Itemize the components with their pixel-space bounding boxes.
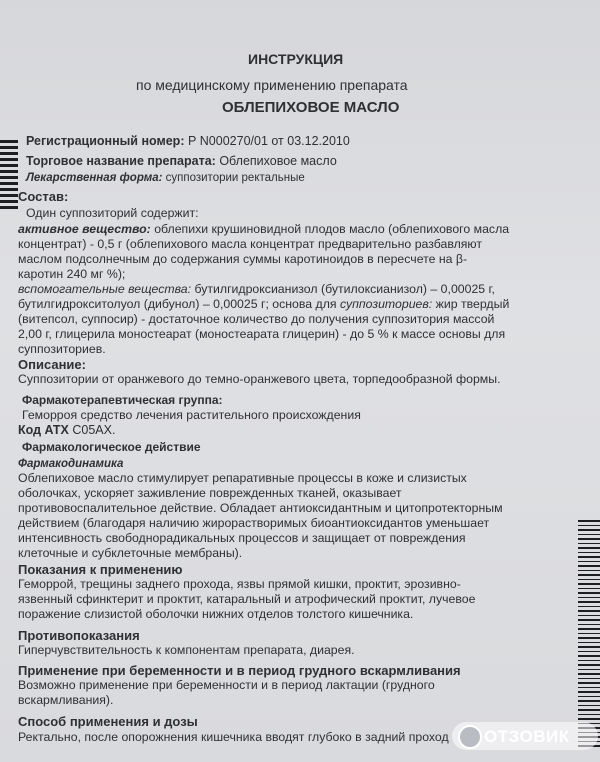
composition-line-6 [18,283,495,295]
composition-line-9: 2,00 г, глицерила моностеарат (моностеарата глицерин) - до 5 % к массе основы для [18,327,506,341]
barcode-right [578,520,600,750]
drug-name-title: ОБЛЕПИХОВОЕ МАСЛО [222,99,400,116]
pharmacodynamics-heading: Фармакодинамика [18,458,124,470]
indications-line: Геморрой, трещины заднего прохода, язвы прямой кишки, проктит, эрозивно- [18,577,461,591]
composition-line-3: концентрат) - 0,5 г (облепихового масла концентрат предварительно разбавляют [18,237,482,251]
pharm-group-text: Геморроя средство лечения растительного происхождения [22,408,361,422]
form-label: Лекарственная форма: [26,172,163,184]
pharmacodynamics-line: клеточные и субклеточные мембраны). [18,546,243,560]
composition-line-5: каротин 240 мг %); [18,267,126,281]
atc-value: C05AX. [72,423,116,437]
pregnancy-line: Возможно применение при беременности и в период лактации (грудного [18,678,435,692]
composition-line-8: (витепсол, суппосир) - достаточное количество до получения суппозитория массой [18,312,495,326]
trade-name-label: Торговое название препарата: [26,154,216,168]
composition-line-4: маслом подсолнечным до содержания суммы каротиноидов в пересчете на β- [18,252,468,266]
otzovik-watermark [452,722,598,750]
auxiliary-text: бутилгидроксианизол (бутилоксианизол) – 0,00025 г, [194,282,495,296]
indications-heading: Показания к применению [18,562,183,577]
dosage-text: Ректально, после опорожнения кишечника вводят глубоко в задний проход [18,730,449,744]
registration-value: Р N000270/01 от 03.12.2010 [187,134,350,148]
pharmacodynamics-line: оболочках, ускоряет заживление поврежденных тканей, оказывает [18,486,402,500]
description-text: Суппозитории от оранжевого до темно-оранжевого цвета, торпедообразной формы. [18,372,501,386]
otzovik-logo-icon [458,725,482,749]
pharmacodynamics-line: интенсивность свободнорадикальных процессов и защищает от повреждения [18,531,466,545]
form-value: суппозитории ректальные [165,172,305,184]
composition-line-7a: бутилгидрокситолуол (дибунол) – 0,00025 г; основа для [18,297,337,311]
contraindications-text: Гиперчувствительность к компонентам препарата, диарея. [18,643,355,657]
registration-line [26,135,350,148]
pregnancy-line: вскармливания). [18,693,114,707]
composition-line-1: Один суппозиторий содержит: [26,206,199,220]
registration-label: Регистрационный номер: [26,134,185,148]
doc-subtitle: по медицинскому применению препарата [136,77,408,93]
pharmacodynamics-line: действием (благодаря наличию жирорастворимых биоантиоксидантов уменьшает [18,516,490,530]
active-substance-text: облепихи крушиновидной плодов масло (облепихового масла [154,222,510,236]
pharm-action-heading: Фармакологическое действие [22,440,201,454]
indications-line: язвенный сфинктерит и проктит, катаральный и атрофический проктит, лучевое [18,592,476,606]
trade-name-value: Облепиховое масло [219,154,337,168]
atc-label: Код АТХ [18,423,69,437]
composition-heading: Состав: [18,189,69,204]
composition-line-7c: жир твердый [435,297,510,311]
watermark-text: ОТЗОВИК [484,727,570,746]
contraindications-heading: Противопоказания [18,628,140,643]
form-line [26,173,305,185]
indications-line: поражение слизистой оболочки нижних отделов толстого кишечника. [18,607,414,621]
pharm-group-heading: Фармакотерапевтическая группа: [22,393,223,407]
pharmacodynamics-line: противовоспалительное действие. Обладает антиоксидантным и цитопротекторным [18,501,503,515]
pharmacodynamics-line: Облепиховое масло стимулирует репаративные процессы в коже и слизистых [18,471,467,485]
auxiliary-label: вспомогательные вещества: [18,282,192,296]
description-heading: Описание: [18,357,86,372]
pregnancy-heading: Применение при беременности и в период грудного вскармливания [18,663,461,678]
doc-title: ИНСТРУКЦИЯ [248,51,344,67]
composition-line-7b: суппозиториев: [339,297,433,311]
barcode-left [0,140,18,210]
composition-line-7 [18,298,509,310]
composition-line-10: суппозиториев. [18,342,106,356]
composition-line-2 [18,223,509,235]
active-substance-label: активное вещество: [18,222,151,236]
atc-line [18,424,115,437]
trade-name-line [26,155,337,168]
dosage-heading: Способ применения и дозы [18,714,198,729]
